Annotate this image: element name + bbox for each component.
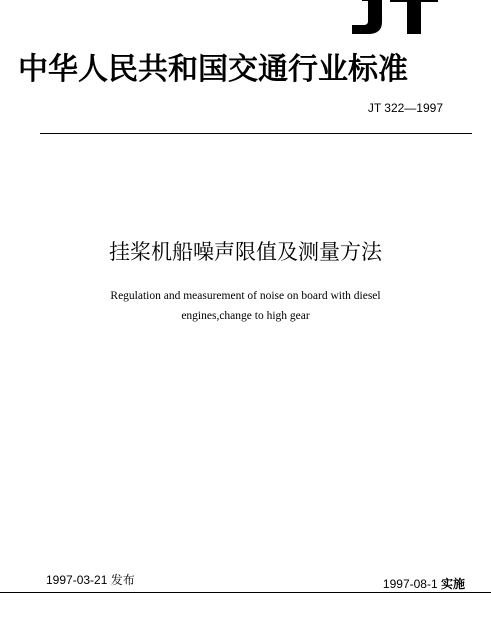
effective-date-block: [383, 576, 465, 592]
issue-date: 1997-03-21: [46, 573, 108, 587]
document-title-en: [0, 286, 491, 326]
document-title-cn: 挂桨机船噪声限值及测量方法: [109, 240, 382, 264]
standard-number: JT 322—1997: [367, 101, 443, 115]
document-title-en-line1: Regulation and measurement of noise on board with diesel: [110, 290, 381, 302]
footer-divider: [0, 592, 491, 593]
effective-label: 实施: [440, 577, 465, 591]
document-title-en-line2: engines,change to high gear: [181, 310, 310, 322]
jt-logo: [340, 0, 440, 36]
effective-date: 1997-08-1: [382, 577, 438, 591]
org-title: 中华人民共和国交通行业标准: [18, 52, 408, 87]
header-divider: [40, 133, 472, 134]
issue-date-block: [46, 572, 135, 588]
issue-label: 发布: [110, 573, 135, 587]
